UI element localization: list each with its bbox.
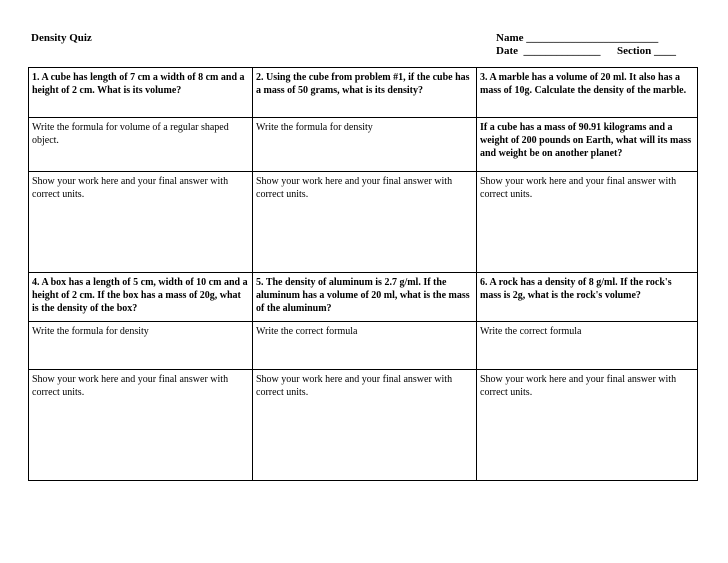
quiz-table	[28, 67, 698, 481]
work-row-2	[29, 370, 698, 481]
date-section-line[interactable]: Date ______________ Section ____	[496, 45, 676, 57]
work-box-5[interactable]: Show your work here and your final answer with correct units.	[253, 370, 477, 481]
question-6: 6. A rock has a density of 8 g/ml. If the rock's mass is 2g, what is the rock's volume?	[477, 273, 698, 322]
question-3: 3. A marble has a volume of 20 ml. It also has a mass of 10g. Calculate the density of the marble.	[477, 68, 698, 118]
question-1: 1. A cube has length of 7 cm a width of 8 cm and a height of 2 cm. What is its volume?	[29, 68, 253, 118]
formula-row-1	[29, 118, 698, 172]
formula-box-5[interactable]: Write the correct formula	[253, 322, 477, 370]
name-line[interactable]: Name ________________________	[496, 32, 659, 44]
formula-box-1[interactable]: Write the formula for volume of a regular shaped object.	[29, 118, 253, 172]
work-box-2[interactable]: Show your work here and your final answer with correct units.	[253, 172, 477, 273]
bonus-question-box[interactable]: If a cube has a mass of 90.91 kilograms and a weight of 200 pounds on Earth, what will its mass and weight be on another planet?	[477, 118, 698, 172]
work-box-3[interactable]: Show your work here and your final answer with correct units.	[477, 172, 698, 273]
work-box-1[interactable]: Show your work here and your final answer with correct units.	[29, 172, 253, 273]
question-5: 5. The density of aluminum is 2.7 g/ml. If the aluminum has a volume of 20 ml, what is the mass of the aluminum?	[253, 273, 477, 322]
work-box-4[interactable]: Show your work here and your final answer with correct units.	[29, 370, 253, 481]
question-4: 4. A box has a length of 5 cm, width of 10 cm and a height of 2 cm. If the box has a mass of 20g, what is the density of the box?	[29, 273, 253, 322]
formula-row-2	[29, 322, 698, 370]
question-row-2	[29, 273, 698, 322]
quiz-title: Density Quiz	[31, 32, 92, 44]
formula-box-6[interactable]: Write the correct formula	[477, 322, 698, 370]
question-2: 2. Using the cube from problem #1, if the cube has a mass of 50 grams, what is its density?	[253, 68, 477, 118]
student-info-block	[496, 32, 676, 58]
formula-box-2[interactable]: Write the formula for density	[253, 118, 477, 172]
question-row-1	[29, 68, 698, 118]
work-row-1	[29, 172, 698, 273]
formula-box-4[interactable]: Write the formula for density	[29, 322, 253, 370]
work-box-6[interactable]: Show your work here and your final answer with correct units.	[477, 370, 698, 481]
